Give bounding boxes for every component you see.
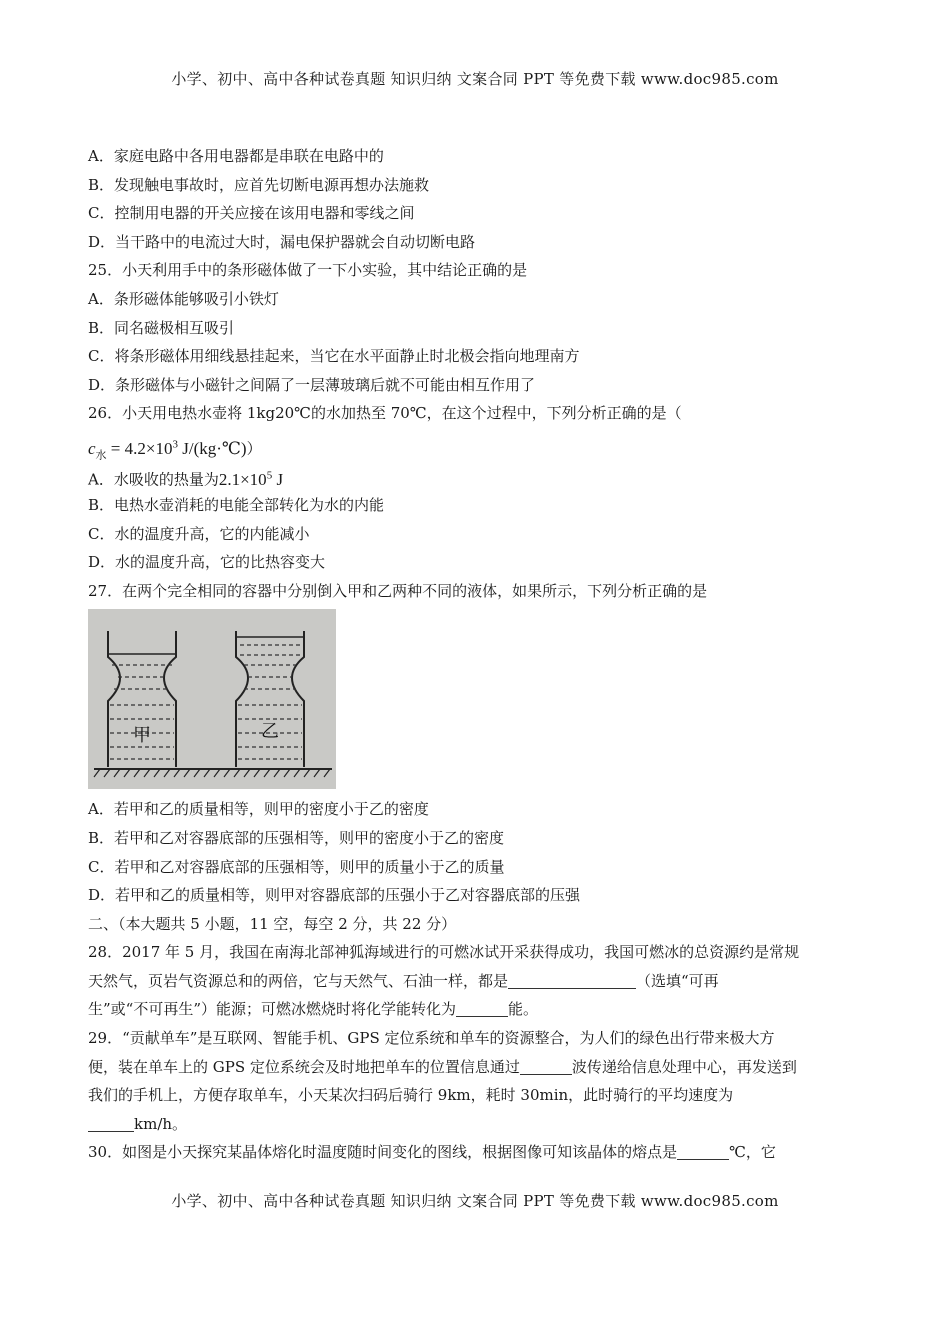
q28-blank-2[interactable] xyxy=(456,1000,508,1017)
q28-blank-1[interactable] xyxy=(508,972,636,989)
containers-figure xyxy=(88,609,336,789)
q29-blank-2[interactable] xyxy=(88,1115,134,1132)
q29-line-4: km/h。 xyxy=(88,1110,878,1139)
q27-option-c: C．若甲和乙对容器底部的压强相等，则甲的质量小于乙的质量 xyxy=(88,857,505,876)
q27-stem: 27．在两个完全相同的容器中分别倒入甲和乙两种不同的液体，如果所示，下列分析正确的是 xyxy=(88,581,708,600)
heat-value: $2.1\times 10^5$ J xyxy=(218,468,284,489)
q27-option-b: B．若甲和乙对容器底部的压强相等，则甲的密度小于乙的密度 xyxy=(88,828,505,847)
q24-option-c: C．控制用电器的开关应接在该用电器和零线之间 xyxy=(88,204,415,223)
q25-option-b: B．同名磁极相互吸引 xyxy=(88,318,235,337)
q24-option-a: A．家庭电路中各用电器都是串联在电路中的 xyxy=(88,147,384,165)
q26-option-a: A．水吸收的热量为$2.1\times 10^5$ J xyxy=(88,468,284,489)
q24-option-d: D．当干路中的电流过大时，漏电保护器就会自动切断电路 xyxy=(88,232,476,251)
figure-background xyxy=(88,609,336,789)
q30-line-1: 30．如图是小天探究某晶体熔化时温度随时间变化的图线，根据图像可知该晶体的熔点是 ℃，它 xyxy=(88,1143,776,1162)
exam-content xyxy=(88,142,878,1167)
section-2-heading: 二、（本大题共 5 小题，11 空，每空 2 分，共 22 分） xyxy=(88,914,457,933)
q28-line-1: 28．2017 年 5 月，我国在南海北部神狐海域进行的可燃冰试开采获得成功，我国可燃冰的总资源约是常规 xyxy=(88,943,800,962)
q25-option-d: D．条形磁体与小磁针之间隔了一层薄玻璃后就不可能由相互作用了 xyxy=(88,375,536,394)
q30-blank-1[interactable] xyxy=(677,1143,729,1160)
q25-option-c: C．将条形磁体用细线悬挂起来，当它在水平面静止时北极会指向地理南方 xyxy=(88,347,580,366)
label-yi: 乙 xyxy=(261,721,279,743)
q26-option-b: B．电热水壶消耗的电能全部转化为水的内能 xyxy=(88,495,385,514)
q29-line-1: 29．“贡献单车”是互联网、智能手机、GPS 定位系统和单车的资源整合，为人们的绿色出行带来极大方 xyxy=(88,1029,775,1048)
q25-option-a: A．条形磁体能够吸引小铁灯 xyxy=(88,289,279,308)
q29-blank-1[interactable] xyxy=(520,1058,572,1075)
q29-line-3: 我们的手机上，方便存取单车，小天某次扫码后骑行 9km，耗时 30min，此时骑行的平均速度为 xyxy=(88,1086,734,1105)
q26-stem: 26．小天用电热水壶将 1kg20℃的水加热至 70℃，在这个过程中，下列分析正确的是（ xyxy=(88,404,682,423)
page-header: 小学、初中、高中各种试卷真题 知识归纳 文案合同 PPT 等免费下载 www.doc985.com xyxy=(171,70,779,88)
q26-formula-line: $c_水 = 4.2\times 10^3$ J/(kg·℃)） xyxy=(88,437,262,461)
q29-line-2: 便，装在单车上的 GPS 定位系统会及时地把单车的位置信息通过 波传递给信息处理中心，再发送到 xyxy=(88,1057,797,1076)
q27-option-a: A．若甲和乙的质量相等，则甲的密度小于乙的密度 xyxy=(88,800,429,819)
label-jia: 甲 xyxy=(133,725,151,747)
q27-option-d: D．若甲和乙的质量相等，则甲对容器底部的压强小于乙对容器底部的压强 xyxy=(88,886,581,905)
q28-line-3: 生”或“不可再生”）能源；可燃冰燃烧时将化学能转化为 能。 xyxy=(88,1000,539,1019)
q28-line-2: 天然气，页岩气资源总和的两倍，它与天然气、石油一样，都是 （选填“可再 xyxy=(88,971,719,990)
q24-option-b: B．发现触电事故时，应首先切断电源再想办法施救 xyxy=(88,175,430,194)
q26-option-d: D．水的温度升高，它的比热容变大 xyxy=(88,553,326,572)
specific-heat-formula: $c_水 = 4.2\times 10^3$ J/(kg·℃) xyxy=(88,437,247,461)
q26-option-c: C．水的温度升高，它的内能减小 xyxy=(88,524,310,543)
page-footer: 小学、初中、高中各种试卷真题 知识归纳 文案合同 PPT 等免费下载 www.doc985.com xyxy=(171,1192,779,1210)
q25-stem: 25．小天利用手中的条形磁体做了一下小实验，其中结论正确的是 xyxy=(88,261,528,280)
